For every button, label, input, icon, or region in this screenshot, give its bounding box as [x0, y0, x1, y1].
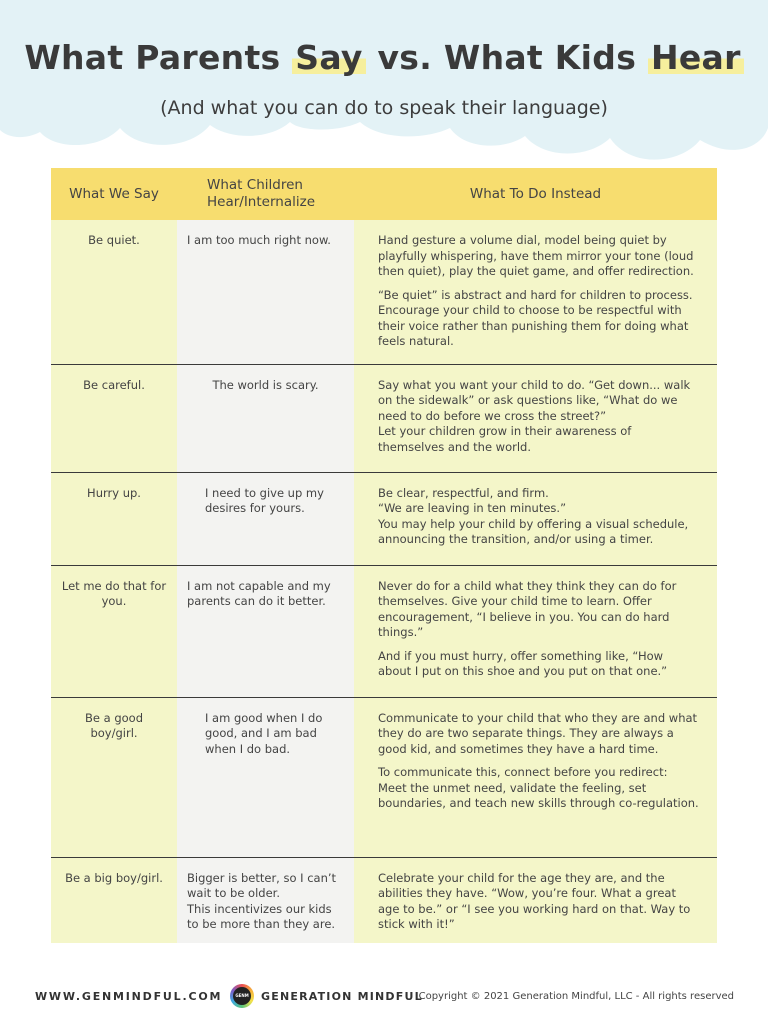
hear-cell — [177, 472, 354, 565]
hear-text: Bigger is better, so I can’t wait to be older. This incentivizes our kids to be more than they are. — [187, 870, 337, 931]
hear-cell — [177, 220, 354, 364]
column-header-say: What We Say — [51, 168, 177, 220]
column-header-do: What To Do Instead — [354, 168, 717, 220]
do-cell — [354, 364, 717, 472]
say-cell: Be a big boy/girl. — [51, 857, 177, 943]
do-paragraph: “Be quiet” is abstract and hard for children to process. Encourage your child to choose to be respectful with their voice rather than punishing them for doing what feels natural. — [378, 287, 693, 348]
do-paragraph: Say what you want your child to do. “Get down... walk on the sidewalk” or ask questions like, “What do we need to do before we cross the street?” Let your children grow in their awareness of themselves and the world. — [378, 377, 691, 454]
hear-cell — [177, 697, 354, 857]
hear-text: I am not capable and my parents can do it better. — [187, 578, 331, 608]
title-highlight-hear: Hear — [648, 38, 744, 77]
cloud-background — [0, 0, 768, 170]
hear-text: The world is scary. — [212, 377, 319, 392]
do-cell — [354, 472, 717, 565]
do-cell — [354, 220, 717, 364]
page-subtitle: (And what you can do to speak their language) — [160, 97, 608, 119]
do-paragraph: And if you must hurry, offer something like, “How about I put on this shoe and you put on that one.” — [378, 648, 668, 678]
page-title: What Parents Say vs. What Kids Hear — [0, 38, 768, 77]
hear-cell — [177, 857, 354, 943]
say-cell: Be a good boy/girl. — [51, 697, 177, 857]
column-header-hear: What Children Hear/Internalize — [177, 168, 354, 220]
title-highlight-say: Say — [292, 38, 365, 77]
do-cell — [354, 697, 717, 857]
hear-text: I am good when I do good, and I am bad when I do bad. — [205, 710, 323, 756]
hear-text: I am too much right now. — [187, 233, 331, 247]
brand-name: GENERATION MINDFUL — [261, 989, 423, 1003]
table-row — [51, 472, 717, 565]
say-cell: Let me do that for you. — [51, 565, 177, 697]
comparison-table — [51, 168, 717, 943]
do-paragraph: Never do for a child what they think they can do for themselves. Give your child time to learn. Offer encouragement, “I believe in you. You can do hard things.” — [378, 578, 677, 639]
logo-icon: GENM — [230, 984, 254, 1008]
website-link[interactable]: WWW.GENMINDFUL.COM — [35, 990, 223, 1003]
say-cell: Be careful. — [51, 364, 177, 472]
table-row — [51, 565, 717, 697]
hear-cell — [177, 364, 354, 472]
do-paragraph: Hand gesture a volume dial, model being quiet by playfully whispering, have them mirror your tone (loud then quiet), play the quiet game, and offer redirection. — [378, 233, 694, 278]
table-row — [51, 697, 717, 857]
do-paragraph: Celebrate your child for the age they are, and the abilities they have. “Wow, you’re four. What a great age to be.” or “I see you working hard on that. Way to stick with it!” — [378, 870, 691, 931]
copyright-text: Copyright © 2021 Generation Mindful, LLC - All rights reserved — [418, 991, 734, 1002]
say-cell: Hurry up. — [51, 472, 177, 565]
do-cell — [354, 565, 717, 697]
footer — [0, 982, 768, 1012]
brand-logo — [230, 984, 423, 1008]
table-header-row — [51, 168, 717, 220]
hear-text: I need to give up my desires for yours. — [205, 485, 324, 515]
do-paragraph: Communicate to your child that who they are and what they do are two separate things. They are always a good kid, and sometimes they have a hard time. — [378, 710, 698, 756]
do-paragraph: Be clear, respectful, and firm. “We are leaving in ten minutes.” You may help your child by offering a visual schedule, announcing the transition, and/or using a timer. — [378, 485, 689, 546]
hear-cell — [177, 565, 354, 697]
table-row — [51, 364, 717, 472]
table-row — [51, 220, 717, 364]
table-row — [51, 857, 717, 943]
say-cell: Be quiet. — [51, 220, 177, 364]
do-paragraph: To communicate this, connect before you redirect: Meet the unmet need, validate the feeling, set boundaries, and teach new skills through co-regulation. — [378, 765, 699, 810]
do-cell — [354, 857, 717, 943]
